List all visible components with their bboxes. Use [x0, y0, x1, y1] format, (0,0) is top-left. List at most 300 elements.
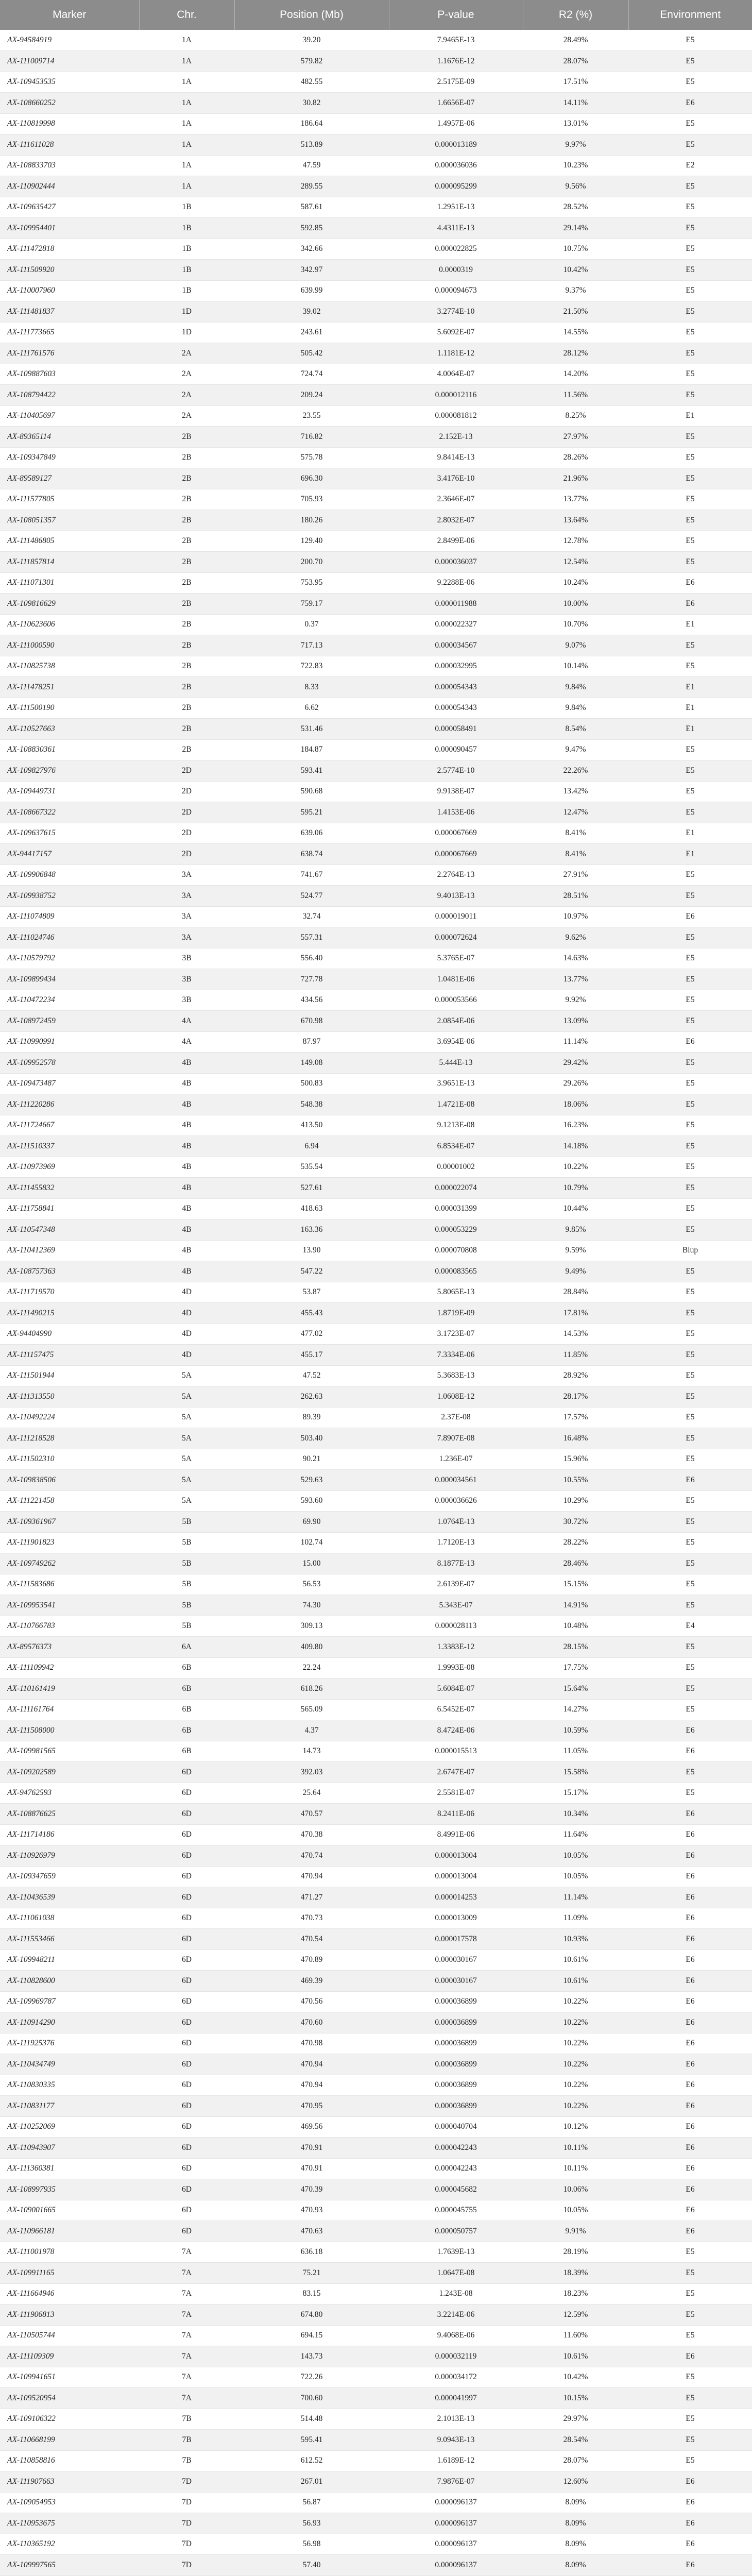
cell-p-value: 2.8032E-07 — [389, 510, 523, 531]
cell-chromosome: 4B — [139, 1157, 234, 1178]
table-row — [0, 1971, 752, 1992]
cell-marker: AX-110623606 — [0, 614, 139, 635]
cell-marker: AX-111024746 — [0, 927, 139, 948]
cell-chromosome: 6B — [139, 1741, 234, 1762]
cell-marker: AX-111161764 — [0, 1699, 139, 1720]
cell-position: 74.30 — [234, 1595, 389, 1616]
cell-p-value: 9.0943E-13 — [389, 2430, 523, 2451]
cell-position: 102.74 — [234, 1532, 389, 1553]
cell-environment: E5 — [628, 51, 752, 72]
table-row — [0, 2283, 752, 2304]
cell-r2: 9.91% — [523, 2221, 628, 2242]
table-row — [0, 1720, 752, 1741]
cell-chromosome: 2B — [139, 656, 234, 677]
cell-marker: AX-111724667 — [0, 1115, 139, 1136]
cell-marker: AX-109520954 — [0, 2388, 139, 2409]
cell-r2: 8.41% — [523, 844, 628, 865]
cell-r2: 14.27% — [523, 1699, 628, 1720]
cell-position: 6.62 — [234, 698, 389, 719]
cell-p-value: 0.000058491 — [389, 719, 523, 740]
cell-position: 262.63 — [234, 1386, 389, 1408]
cell-environment: Blup — [628, 1240, 752, 1261]
cell-environment: E5 — [628, 1198, 752, 1219]
cell-chromosome: 7B — [139, 2430, 234, 2451]
cell-chromosome: 4B — [139, 1094, 234, 1115]
cell-chromosome: 1A — [139, 93, 234, 114]
table-row — [0, 2430, 752, 2451]
cell-r2: 28.15% — [523, 1637, 628, 1658]
cell-position: 592.85 — [234, 218, 389, 239]
cell-chromosome: 5B — [139, 1553, 234, 1574]
cell-environment: E5 — [628, 322, 752, 343]
table-row — [0, 1303, 752, 1324]
table-row — [0, 552, 752, 573]
cell-marker: AX-110914290 — [0, 2012, 139, 2033]
cell-position: 694.15 — [234, 2325, 389, 2346]
cell-p-value: 0.0000319 — [389, 260, 523, 281]
cell-environment: E5 — [628, 1115, 752, 1136]
table-row — [0, 739, 752, 760]
cell-environment: E6 — [628, 2096, 752, 2117]
cell-environment: E5 — [628, 1011, 752, 1032]
cell-marker: AX-109906848 — [0, 865, 139, 886]
cell-r2: 10.93% — [523, 1929, 628, 1950]
table-row — [0, 113, 752, 134]
cell-position: 535.54 — [234, 1157, 389, 1178]
cell-r2: 10.05% — [523, 1866, 628, 1887]
cell-position: 39.20 — [234, 30, 389, 51]
cell-chromosome: 4B — [139, 1198, 234, 1219]
table-row — [0, 72, 752, 93]
cell-chromosome: 2D — [139, 844, 234, 865]
cell-chromosome: 3A — [139, 886, 234, 907]
cell-marker: AX-108833703 — [0, 155, 139, 176]
cell-environment: E6 — [628, 2513, 752, 2534]
cell-r2: 30.72% — [523, 1512, 628, 1533]
cell-position: 186.64 — [234, 113, 389, 134]
table-row — [0, 1386, 752, 1408]
cell-environment: E6 — [628, 1720, 752, 1741]
table-row — [0, 656, 752, 677]
table-row — [0, 2263, 752, 2284]
cell-marker: AX-109941651 — [0, 2367, 139, 2388]
cell-chromosome: 1A — [139, 155, 234, 176]
cell-environment: E5 — [628, 1428, 752, 1449]
header-chromosome: Chr. — [139, 0, 234, 30]
cell-environment: E6 — [628, 1031, 752, 1053]
cell-p-value: 8.1877E-13 — [389, 1553, 523, 1574]
cell-environment: E6 — [628, 2116, 752, 2138]
table-row — [0, 572, 752, 594]
table-row — [0, 1011, 752, 1032]
cell-environment: E5 — [628, 1553, 752, 1574]
cell-marker: AX-109637615 — [0, 823, 139, 844]
cell-chromosome: 7B — [139, 2450, 234, 2471]
cell-p-value: 2.6139E-07 — [389, 1574, 523, 1595]
cell-chromosome: 2A — [139, 385, 234, 406]
cell-position: 513.89 — [234, 134, 389, 156]
table-row — [0, 2534, 752, 2555]
cell-p-value: 0.000072624 — [389, 927, 523, 948]
cell-environment: E5 — [628, 30, 752, 51]
cell-environment: E5 — [628, 2242, 752, 2263]
cell-position: 527.61 — [234, 1178, 389, 1199]
table-row — [0, 1449, 752, 1470]
table-row — [0, 2304, 752, 2326]
cell-environment: E6 — [628, 2200, 752, 2221]
cell-position: 700.60 — [234, 2388, 389, 2409]
cell-position: 69.90 — [234, 1512, 389, 1533]
cell-marker: AX-110943907 — [0, 2138, 139, 2159]
cell-p-value: 0.000040704 — [389, 2116, 523, 2138]
cell-p-value: 5.444E-13 — [389, 1053, 523, 1074]
cell-chromosome: 4A — [139, 1011, 234, 1032]
cell-chromosome: 5A — [139, 1470, 234, 1491]
cell-marker: AX-111906813 — [0, 2304, 139, 2326]
cell-chromosome: 4B — [139, 1136, 234, 1157]
cell-marker: AX-109635427 — [0, 197, 139, 218]
cell-position: 557.31 — [234, 927, 389, 948]
cell-r2: 15.58% — [523, 1762, 628, 1783]
cell-p-value: 0.000022074 — [389, 1178, 523, 1199]
cell-p-value: 6.5452E-07 — [389, 1699, 523, 1720]
cell-chromosome: 6B — [139, 1699, 234, 1720]
table-row — [0, 343, 752, 364]
cell-marker: AX-108972459 — [0, 1011, 139, 1032]
cell-marker: AX-109449731 — [0, 781, 139, 802]
cell-position: 590.68 — [234, 781, 389, 802]
cell-marker: AX-110973969 — [0, 1157, 139, 1178]
cell-r2: 13.42% — [523, 781, 628, 802]
cell-chromosome: 6D — [139, 1824, 234, 1845]
cell-r2: 9.92% — [523, 990, 628, 1011]
cell-p-value: 0.000017578 — [389, 1929, 523, 1950]
cell-p-value: 0.000042243 — [389, 2138, 523, 2159]
cell-p-value: 8.4724E-06 — [389, 1720, 523, 1741]
cell-r2: 15.96% — [523, 1449, 628, 1470]
cell-r2: 18.06% — [523, 1094, 628, 1115]
cell-position: 717.13 — [234, 635, 389, 656]
cell-p-value: 0.000096137 — [389, 2534, 523, 2555]
cell-r2: 28.26% — [523, 447, 628, 468]
cell-environment: E5 — [628, 1762, 752, 1783]
table-row — [0, 1031, 752, 1053]
cell-environment: E5 — [628, 1345, 752, 1366]
cell-position: 87.97 — [234, 1031, 389, 1053]
table-row — [0, 1532, 752, 1553]
cell-environment: E5 — [628, 72, 752, 93]
cell-environment: E5 — [628, 635, 752, 656]
cell-chromosome: 5B — [139, 1595, 234, 1616]
cell-r2: 10.22% — [523, 2033, 628, 2054]
cell-marker: AX-109981565 — [0, 1741, 139, 1762]
cell-environment: E5 — [628, 2430, 752, 2451]
cell-environment: E6 — [628, 2033, 752, 2054]
header-marker: Marker — [0, 0, 139, 30]
cell-marker: AX-111481837 — [0, 301, 139, 323]
cell-p-value: 5.343E-07 — [389, 1595, 523, 1616]
cell-marker: AX-111583686 — [0, 1574, 139, 1595]
cell-r2: 14.55% — [523, 322, 628, 343]
cell-position: 595.21 — [234, 802, 389, 823]
cell-r2: 17.75% — [523, 1657, 628, 1679]
cell-environment: E5 — [628, 218, 752, 239]
cell-chromosome: 6D — [139, 1845, 234, 1867]
cell-p-value: 0.000015513 — [389, 1741, 523, 1762]
table-row — [0, 1866, 752, 1887]
table-row — [0, 2367, 752, 2388]
table-row — [0, 886, 752, 907]
cell-r2: 10.22% — [523, 1991, 628, 2012]
cell-r2: 28.17% — [523, 1386, 628, 1408]
cell-r2: 28.22% — [523, 1532, 628, 1553]
table-row — [0, 760, 752, 782]
cell-p-value: 3.2214E-06 — [389, 2304, 523, 2326]
cell-p-value: 0.000070808 — [389, 1240, 523, 1261]
cell-r2: 9.84% — [523, 677, 628, 698]
cell-environment: E5 — [628, 1699, 752, 1720]
cell-marker: AX-109948211 — [0, 1950, 139, 1971]
cell-p-value: 0.000013009 — [389, 1908, 523, 1929]
cell-marker: AX-109911165 — [0, 2263, 139, 2284]
cell-r2: 10.15% — [523, 2388, 628, 2409]
cell-position: 670.98 — [234, 1011, 389, 1032]
cell-chromosome: 6D — [139, 1929, 234, 1950]
cell-r2: 8.09% — [523, 2513, 628, 2534]
cell-position: 639.99 — [234, 280, 389, 301]
cell-marker: AX-111009714 — [0, 51, 139, 72]
cell-chromosome: 7D — [139, 2555, 234, 2576]
cell-position: 471.27 — [234, 1887, 389, 1908]
cell-p-value: 5.3765E-07 — [389, 948, 523, 969]
header-position: Position (Mb) — [234, 0, 389, 30]
cell-chromosome: 4D — [139, 1324, 234, 1345]
cell-environment: E4 — [628, 1616, 752, 1637]
cell-environment: E5 — [628, 1303, 752, 1324]
cell-environment: E5 — [628, 1219, 752, 1241]
cell-p-value: 0.000013004 — [389, 1866, 523, 1887]
cell-chromosome: 6D — [139, 2200, 234, 2221]
table-row — [0, 2492, 752, 2513]
cell-position: 418.63 — [234, 1198, 389, 1219]
cell-position: 470.73 — [234, 1908, 389, 1929]
cell-p-value: 0.000083565 — [389, 1261, 523, 1282]
cell-position: 674.80 — [234, 2304, 389, 2326]
cell-chromosome: 6D — [139, 1866, 234, 1887]
cell-p-value: 6.8534E-07 — [389, 1136, 523, 1157]
cell-p-value: 7.3334E-06 — [389, 1345, 523, 1366]
cell-environment: E5 — [628, 1407, 752, 1428]
cell-chromosome: 5A — [139, 1407, 234, 1428]
cell-r2: 9.62% — [523, 927, 628, 948]
cell-p-value: 0.000032995 — [389, 656, 523, 677]
cell-chromosome: 1D — [139, 301, 234, 323]
cell-p-value: 0.000045682 — [389, 2179, 523, 2200]
table-row — [0, 1783, 752, 1804]
cell-position: 722.83 — [234, 656, 389, 677]
cell-marker: AX-110007960 — [0, 280, 139, 301]
cell-environment: E5 — [628, 2304, 752, 2326]
table-row — [0, 823, 752, 844]
cell-p-value: 4.0064E-07 — [389, 364, 523, 385]
cell-r2: 28.84% — [523, 1282, 628, 1303]
cell-position: 724.74 — [234, 364, 389, 385]
cell-marker: AX-111577805 — [0, 489, 139, 510]
cell-position: 753.95 — [234, 572, 389, 594]
cell-chromosome: 6D — [139, 1991, 234, 2012]
cell-environment: E5 — [628, 990, 752, 1011]
cell-chromosome: 2A — [139, 405, 234, 427]
cell-chromosome: 1B — [139, 197, 234, 218]
cell-position: 548.38 — [234, 1094, 389, 1115]
cell-environment: E5 — [628, 113, 752, 134]
cell-chromosome: 6D — [139, 2138, 234, 2159]
cell-position: 289.55 — [234, 176, 389, 197]
cell-chromosome: 5B — [139, 1512, 234, 1533]
cell-r2: 9.59% — [523, 1240, 628, 1261]
table-row — [0, 906, 752, 927]
cell-position: 25.64 — [234, 1783, 389, 1804]
cell-p-value: 0.000036899 — [389, 2054, 523, 2075]
cell-environment: E5 — [628, 552, 752, 573]
cell-chromosome: 2D — [139, 781, 234, 802]
table-row — [0, 1595, 752, 1616]
cell-position: 470.54 — [234, 1929, 389, 1950]
cell-chromosome: 2B — [139, 489, 234, 510]
cell-position: 593.60 — [234, 1490, 389, 1512]
cell-chromosome: 6D — [139, 2054, 234, 2075]
cell-environment: E5 — [628, 1094, 752, 1115]
cell-chromosome: 6A — [139, 1637, 234, 1658]
table-row — [0, 280, 752, 301]
cell-r2: 10.22% — [523, 2075, 628, 2096]
cell-p-value: 0.000030167 — [389, 1950, 523, 1971]
cell-r2: 9.07% — [523, 635, 628, 656]
cell-p-value: 1.7639E-13 — [389, 2242, 523, 2263]
cell-p-value: 0.000013189 — [389, 134, 523, 156]
cell-p-value: 9.2288E-06 — [389, 572, 523, 594]
cell-position: 470.98 — [234, 2033, 389, 2054]
cell-marker: AX-110953675 — [0, 2513, 139, 2534]
table-row — [0, 93, 752, 114]
cell-marker: AX-111472818 — [0, 239, 139, 260]
cell-position: 89.39 — [234, 1407, 389, 1428]
cell-position: 455.17 — [234, 1345, 389, 1366]
cell-r2: 18.39% — [523, 2263, 628, 2284]
cell-r2: 10.44% — [523, 1198, 628, 1219]
cell-marker: AX-108794422 — [0, 385, 139, 406]
cell-p-value: 0.000031399 — [389, 1198, 523, 1219]
cell-r2: 11.60% — [523, 2325, 628, 2346]
cell-p-value: 9.4013E-13 — [389, 886, 523, 907]
cell-marker: AX-111857814 — [0, 552, 139, 573]
cell-r2: 17.51% — [523, 72, 628, 93]
cell-position: 434.56 — [234, 990, 389, 1011]
cell-p-value: 0.000036899 — [389, 2012, 523, 2033]
cell-r2: 10.06% — [523, 2179, 628, 2200]
cell-marker: AX-110252069 — [0, 2116, 139, 2138]
table-row — [0, 677, 752, 698]
table-row — [0, 2325, 752, 2346]
cell-position: 15.00 — [234, 1553, 389, 1574]
cell-marker: AX-94417157 — [0, 844, 139, 865]
cell-r2: 10.55% — [523, 1470, 628, 1491]
table-row — [0, 155, 752, 176]
cell-environment: E6 — [628, 2138, 752, 2159]
cell-environment: E6 — [628, 594, 752, 615]
cell-environment: E6 — [628, 1845, 752, 1867]
cell-p-value: 0.000036899 — [389, 2096, 523, 2117]
cell-environment: E5 — [628, 510, 752, 531]
table-row — [0, 322, 752, 343]
cell-r2: 10.48% — [523, 1616, 628, 1637]
cell-chromosome: 7D — [139, 2471, 234, 2493]
cell-position: 0.37 — [234, 614, 389, 635]
cell-p-value: 0.000054343 — [389, 698, 523, 719]
cell-position: 482.55 — [234, 72, 389, 93]
cell-marker: AX-110819998 — [0, 113, 139, 134]
table-row — [0, 427, 752, 448]
cell-marker: AX-110858816 — [0, 2450, 139, 2471]
cell-position: 149.08 — [234, 1053, 389, 1074]
cell-p-value: 0.000094673 — [389, 280, 523, 301]
cell-environment: E5 — [628, 447, 752, 468]
cell-environment: E6 — [628, 2492, 752, 2513]
cell-position: 413.50 — [234, 1115, 389, 1136]
cell-chromosome: 7D — [139, 2534, 234, 2555]
cell-position: 56.53 — [234, 1574, 389, 1595]
cell-p-value: 1.4721E-08 — [389, 1094, 523, 1115]
table-row — [0, 2096, 752, 2117]
header-r2: R2 (%) — [523, 0, 628, 30]
cell-p-value: 0.000032119 — [389, 2346, 523, 2367]
cell-marker: AX-111109942 — [0, 1657, 139, 1679]
cell-position: 477.02 — [234, 1324, 389, 1345]
cell-p-value: 0.000036899 — [389, 2075, 523, 2096]
cell-marker: AX-111220286 — [0, 1094, 139, 1115]
cell-position: 470.94 — [234, 1866, 389, 1887]
table-row — [0, 2388, 752, 2409]
cell-marker: AX-110492224 — [0, 1407, 139, 1428]
cell-chromosome: 4D — [139, 1303, 234, 1324]
cell-marker: AX-111773665 — [0, 322, 139, 343]
cell-r2: 10.42% — [523, 260, 628, 281]
cell-marker: AX-109347849 — [0, 447, 139, 468]
cell-environment: E1 — [628, 405, 752, 427]
cell-p-value: 0.000053566 — [389, 990, 523, 1011]
cell-environment: E5 — [628, 1136, 752, 1157]
cell-chromosome: 6D — [139, 1971, 234, 1992]
cell-position: 409.80 — [234, 1637, 389, 1658]
cell-marker: AX-111157475 — [0, 1345, 139, 1366]
cell-chromosome: 6D — [139, 1804, 234, 1825]
table-row — [0, 1657, 752, 1679]
cell-environment: E6 — [628, 1887, 752, 1908]
cell-r2: 10.05% — [523, 2200, 628, 2221]
cell-environment: E5 — [628, 1490, 752, 1512]
cell-environment: E6 — [628, 1929, 752, 1950]
cell-position: 14.73 — [234, 1741, 389, 1762]
table-row — [0, 1887, 752, 1908]
cell-environment: E1 — [628, 844, 752, 865]
cell-marker: AX-94404990 — [0, 1324, 139, 1345]
table-row — [0, 1741, 752, 1762]
table-row — [0, 134, 752, 156]
table-row — [0, 1699, 752, 1720]
cell-r2: 11.09% — [523, 1908, 628, 1929]
cell-p-value: 1.1676E-12 — [389, 51, 523, 72]
table-row — [0, 1345, 752, 1366]
